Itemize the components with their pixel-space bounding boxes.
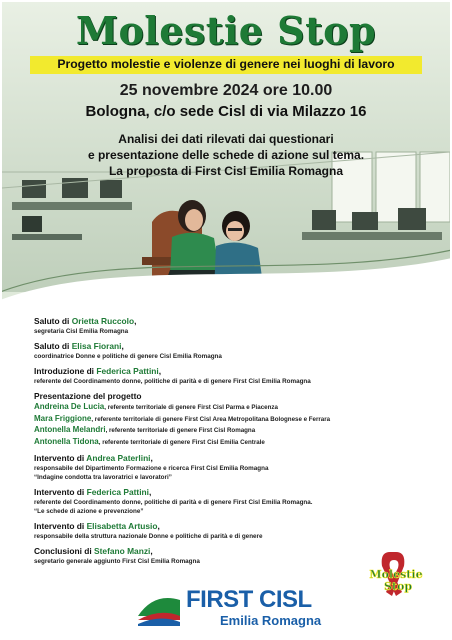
speaker-name: Federica Pattini	[86, 487, 149, 497]
program-item: Saluto di Orietta Ruccolo, segretaria Cisl Emilia Romagna	[34, 316, 434, 336]
speaker-name: Elisabetta Artusio	[86, 521, 158, 531]
program-item: Saluto di Elisa Fiorani, coordinatrice Donne e politiche di genere Cisl Emilia Romagna	[34, 341, 434, 361]
speaker-role: responsabile della struttura nazionale Donne e politiche di parità e di genere	[34, 533, 263, 540]
item-label: Saluto di	[34, 341, 70, 351]
speaker-name: Andrea Paterlini	[86, 453, 151, 463]
program-item: Intervento di Elisabetta Artusio, responsabile della struttura nazionale Donne e politiche di parità e di genere	[34, 521, 434, 541]
event-location: Bologna, c/o sede Cisl di via Milazzo 16	[85, 103, 367, 120]
speaker-name: Antonella Tidona	[34, 436, 99, 446]
item-label: Intervento di	[34, 453, 85, 463]
item-label: Saluto di	[34, 316, 70, 326]
logo-text: FIRST CISL	[186, 586, 312, 613]
speaker-name: Antonella Melandri	[34, 425, 106, 434]
speaker-name: Andreina De Lucia	[34, 402, 105, 411]
speaker-name: Federica Pattini	[96, 366, 159, 376]
molestie-stop-badge	[362, 548, 430, 610]
speaker-role: referente del Coordinamento donne, politiche di parità e di genere First Cisl Emilia Romagna.	[34, 499, 313, 506]
speaker-role: , referente territoriale di genere First Cisl Parma e Piacenza	[104, 404, 278, 411]
description-line: La proposta di First Cisl Emilia Romagna	[108, 164, 344, 178]
event-date: 25 novembre 2024 ore 10.00	[119, 82, 333, 99]
speaker-role: responsabile del Dipartimento Formazione e ricerca First Cisl Emilia Romagna	[34, 465, 269, 472]
speaker-name: Stefano Manzi	[94, 546, 151, 556]
speaker-role: referente del Coordinamento donne, politiche di parità e di genere First Cisl Emilia Romagna	[34, 378, 311, 385]
speaker-role: , referente territoriale di genere First Cisl Emilia Centrale	[98, 438, 265, 446]
item-label: Presentazione del progetto	[34, 391, 142, 401]
program-item: Introduzione di Federica Pattini, referente del Coordinamento donne, politiche di parità e di genere First Cisl Emilia Romagna	[34, 366, 434, 386]
speaker-role: segretario generale aggiunto First Cisl Emilia Romagna	[34, 558, 200, 565]
logo-region: Emilia Romagna	[220, 613, 322, 628]
description-line: e presentazione delle schede di azione sul tema.	[87, 148, 365, 162]
program-item	[34, 391, 434, 448]
speaker-name: Mara Friggione	[34, 413, 92, 423]
flyer-subtitle: Progetto molestie e violenze di genere nei luoghi di lavoro	[57, 57, 395, 71]
item-label: Conclusioni di	[34, 546, 92, 556]
badge-line2: Stop	[383, 580, 413, 593]
speaker-role: segretaria Cisl Emilia Romagna	[34, 328, 129, 335]
item-label: Intervento di	[34, 487, 85, 497]
speaker-name: Orietta Ruccolo	[71, 316, 135, 326]
event-description	[0, 131, 452, 179]
item-label: Introduzione di	[34, 366, 95, 376]
flyer-title: Molestie Stop	[75, 8, 377, 53]
talk-title: “Le schede di azione e prevenzione”	[34, 508, 144, 515]
program-item: Conclusioni di Stefano Manzi, segretario generale aggiunto First Cisl Emilia Romagna	[34, 546, 434, 566]
speaker-name: Elisa Fiorani	[71, 341, 122, 351]
speaker-role: , referente territoriale di genere First Cisl Romagna	[105, 427, 256, 434]
speaker-role: , referente territoriale di genere First Cisl Area Metropolitana Bolognese e Ferrara	[91, 415, 331, 423]
program-item: Intervento di Federica Pattini, referente del Coordinamento donne, politiche di parità e di genere First Cisl Emilia Romagna. “Le schede di azione e prevenzione”	[34, 487, 434, 516]
program-list	[34, 316, 434, 571]
program-item: Intervento di Andrea Paterlini, responsabile del Dipartimento Formazione e ricerca First Cisl Emilia Romagna “Indagine condotta tra lavoratrici e lavoratori”	[34, 453, 434, 482]
badge-line1: Molestie	[369, 568, 423, 581]
item-label: Intervento di	[34, 521, 85, 531]
talk-title: “Indagine condotta tra lavoratrici e lavoratori”	[34, 474, 172, 481]
description-line: Analisi dei dati rilevati dai questionari	[118, 132, 334, 146]
speaker-role: coordinatrice Donne e politiche di genere Cisl Emilia Romagna	[34, 353, 222, 360]
